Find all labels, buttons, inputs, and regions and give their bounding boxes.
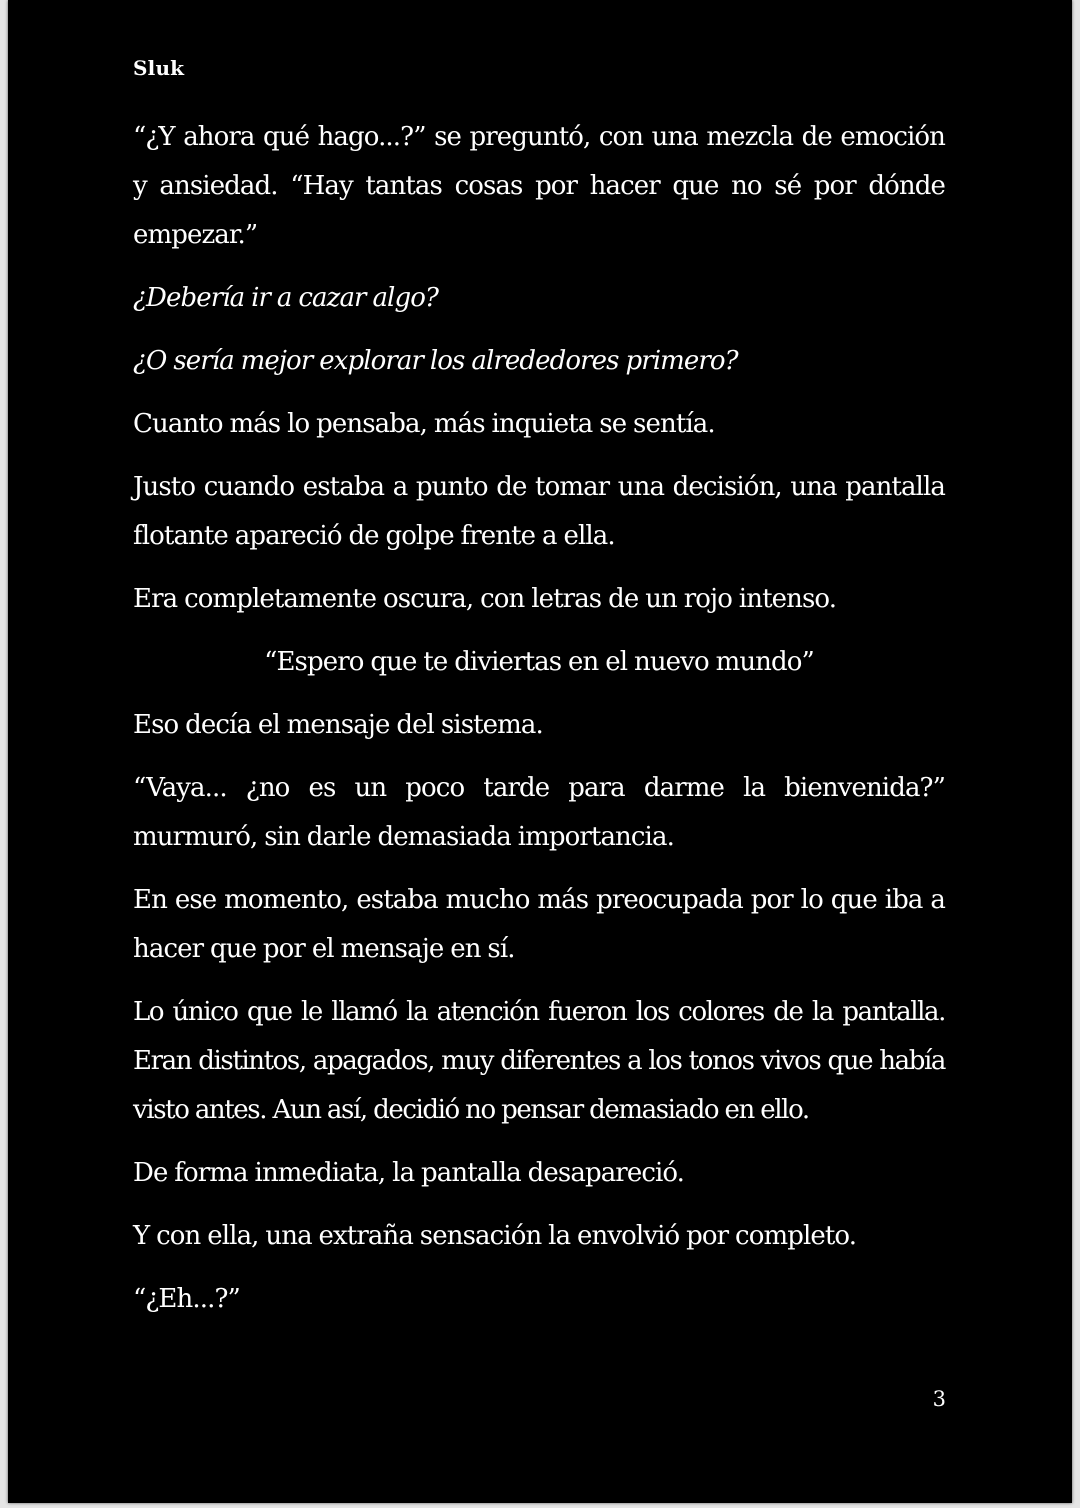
system-message: “Espero que te diviertas en el nuevo mundo” — [264, 647, 814, 677]
page-body — [133, 113, 945, 1338]
paragraph: Era completamente oscura, con letras de un rojo intenso. — [133, 584, 837, 614]
paragraph: “Vaya... ¿no es un poco tarde para darme la bienvenida?” murmuró, sin darle demasiada importancia. — [133, 773, 945, 852]
paragraph: De forma inmediata, la pantalla desapareció. — [133, 1158, 685, 1188]
paragraph: Lo único que le llamó la atención fueron los colores de la pantalla. Eran distintos, apagados, muy diferentes a los tonos vivos que había visto antes. Aun así, decidió no pensar demasiado en ello. — [133, 997, 945, 1125]
paragraph: Cuanto más lo pensaba, más inquieta se sentía. — [133, 409, 715, 439]
paragraph: “¿Y ahora qué hago...?” se preguntó, con una mezcla de emoción y ansiedad. “Hay tantas cosas por hacer que no sé por dónde empezar.” — [133, 122, 945, 250]
paragraph-italic-thought: ¿O sería mejor explorar los alrededores primero? — [133, 346, 738, 376]
paragraph: “¿Eh...?” — [133, 1284, 240, 1314]
paragraph-italic-thought: ¿Debería ir a cazar algo? — [133, 283, 438, 313]
running-header-author: Sluk — [133, 56, 185, 80]
document-page — [8, 0, 1072, 1503]
page-number: 3 — [932, 1387, 946, 1411]
paragraph: En ese momento, estaba mucho más preocupada por lo que iba a hacer que por el mensaje en sí. — [133, 885, 945, 964]
paragraph: Justo cuando estaba a punto de tomar una decisión, una pantalla flotante apareció de golpe frente a ella. — [133, 472, 945, 551]
paragraph: Y con ella, una extraña sensación la envolvió por completo. — [133, 1221, 857, 1251]
paragraph: Eso decía el mensaje del sistema. — [133, 710, 543, 740]
